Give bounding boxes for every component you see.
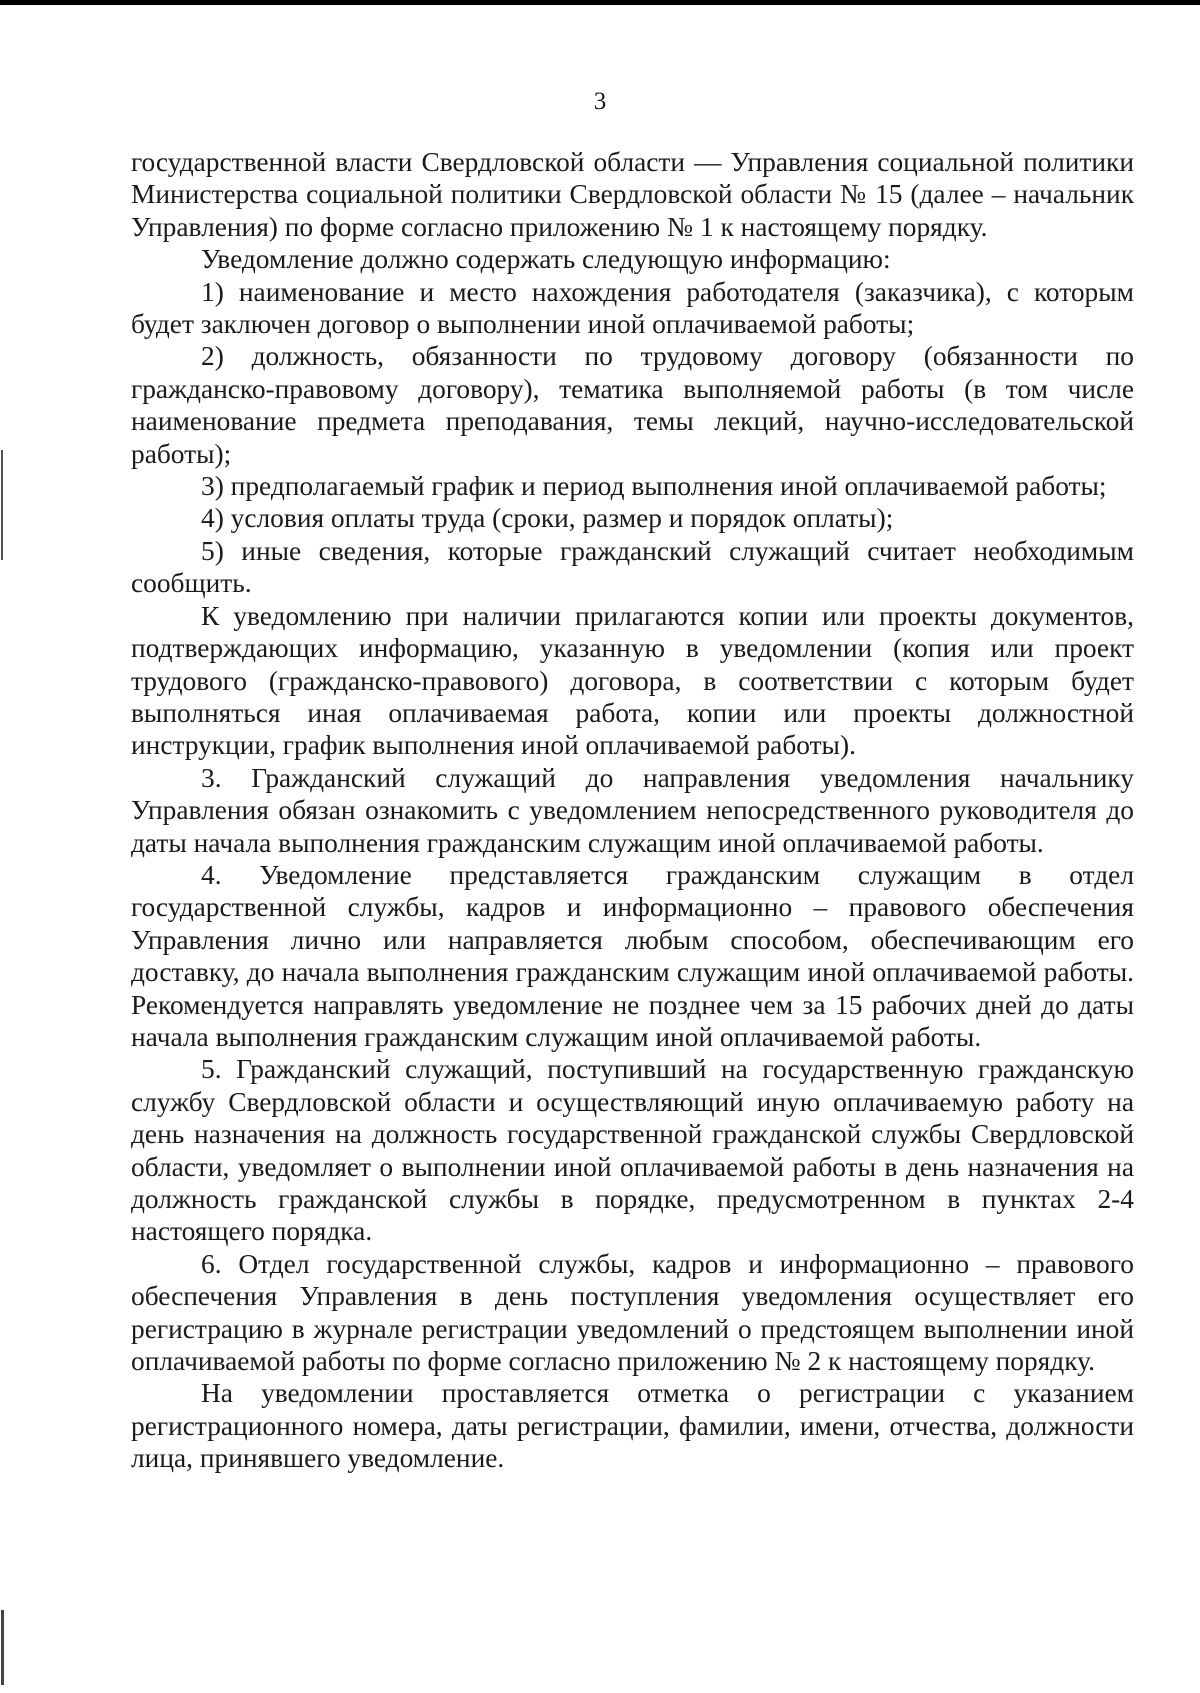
top-edge-rule xyxy=(0,0,1200,5)
scan-edge-mark xyxy=(1,1610,4,1685)
list-item: 5) иные сведения, которые гражданский служащий считает необходимым сообщить. xyxy=(131,535,1134,599)
paragraph: На уведомлении проставляется отметка о регистрации с указанием регистрационного номера, даты регистрации, фамилии, имени, отчества, должности лица, принявшего уведомление. xyxy=(131,1378,1134,1474)
list-item: 1) наименование и место нахождения работодателя (заказчика), с которым будет заключен договор о выполнении иной оплачиваемой работы; xyxy=(131,276,1134,340)
numbered-clause: 4. Уведомление представляется гражданским служащим в отдел государственной службы, кадров и информационно – правового обеспечения Управления лично или направляется любым способом, обеспечивающим его доставку, до начала выполнения гражданским служащим иной оплачиваемой работы. Рекомендуется направлять уведомление не позднее чем за 15 рабочих дней до даты начала выполнения гражданским служащим иной оплачиваемой работы. xyxy=(131,859,1134,1052)
numbered-clause: 5. Гражданский служащий, поступивший на государственную гражданскую службу Свердловской области и осуществляющий иную оплачиваемую работу на день назначения на должность государственной гражданской службы Свердловской области, уведомляет о выполнении иной оплачиваемой работы в день назначения на должность гражданской службы в порядке, предусмотренном в пунктах 2-4 настоящего порядка. xyxy=(131,1054,1134,1247)
scan-edge-mark xyxy=(1,450,3,560)
numbered-clause: 3. Гражданский служащий до направления уведомления начальнику Управления обязан ознакомить с уведомлением непосредственного руководителя до даты начала выполнения гражданским служащим иной оплачиваемой работы. xyxy=(131,762,1134,858)
document-body xyxy=(131,146,1134,1475)
page-number: 3 xyxy=(593,88,607,115)
numbered-clause: 6. Отдел государственной службы, кадров и информационно – правового обеспечения Управления в день поступления уведомления осуществляет его регистрацию в журнале регистрации уведомлений о предстоящем выполнении иной оплачиваемой работы по форме согласно приложению № 2 к настоящему порядку. xyxy=(131,1248,1134,1377)
list-item: 4) условия оплаты труда (сроки, размер и порядок оплаты); xyxy=(201,503,894,534)
list-item: 2) должность, обязанности по трудовому договору (обязанности по гражданско-правовому договору), тематика выполняемой работы (в том числе наименование предмета преподавания, темы лекций, научно-исследовательской работы); xyxy=(131,341,1134,469)
paragraph: Уведомление должно содержать следующую информацию: xyxy=(201,244,891,275)
paragraph: К уведомлению при наличии прилагаются копии или проекты документов, подтверждающих информацию, указанную в уведомлении (копия или проект трудового (гражданско-правового) договора, в соответствии с которым будет выполняться иная оплачиваемая работа, копии или проекты должностной инструкции, график выполнения иной оплачиваемой работы). xyxy=(131,600,1134,761)
list-item: 3) предполагаемый график и период выполнения иной оплачиваемой работы; xyxy=(201,471,1107,502)
paragraph-continuation: государственной власти Свердловской области — Управления социальной политики Министерства социальной политики Свердловской области № 15 (далее – начальник Управления) по форме согласно приложению № 1 к настоящему порядку. xyxy=(131,147,1134,242)
